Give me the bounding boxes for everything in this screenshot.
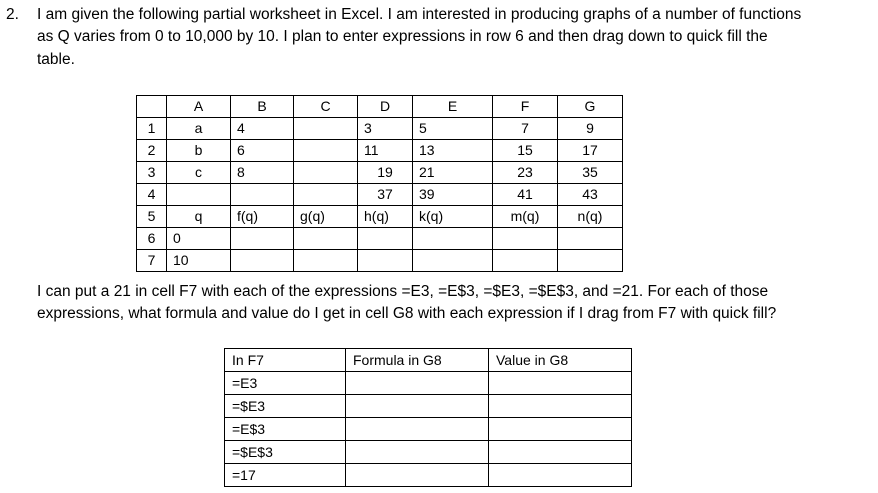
answer-formula-cell[interactable]	[346, 441, 489, 464]
cell-g1: 9	[558, 118, 623, 140]
answer-header-value: Value in G8	[489, 349, 632, 372]
answer-formula-cell[interactable]	[346, 464, 489, 487]
cell-e1: 5	[413, 118, 493, 140]
cell-f7	[493, 250, 558, 272]
followup-line-1: I can put a 21 in cell F7 with each of the expressions =E3, =E$3, =$E3, =$E$3, and =21. For each of those	[37, 283, 769, 300]
worksheet-table	[136, 95, 623, 272]
column-header-f: F	[493, 96, 558, 118]
cell-g3: 35	[558, 162, 623, 184]
cell-a4	[167, 184, 231, 206]
cell-g5: n(q)	[558, 206, 623, 228]
answer-formula-cell[interactable]	[346, 372, 489, 395]
cell-d7	[358, 250, 413, 272]
cell-d3: 19	[358, 162, 413, 184]
cell-g2: 17	[558, 140, 623, 162]
worksheet-row-2	[137, 140, 623, 162]
cell-c5: g(q)	[294, 206, 358, 228]
question-line-1: I am given the following partial worksheet in Excel. I am interested in producing graphs of a number of functions	[37, 6, 802, 23]
row-header: 2	[137, 140, 167, 162]
cell-d6	[358, 228, 413, 250]
answer-formula-cell[interactable]	[346, 418, 489, 441]
row-header: 5	[137, 206, 167, 228]
cell-e4: 39	[413, 184, 493, 206]
column-header-g: G	[558, 96, 623, 118]
cell-a1: a	[167, 118, 231, 140]
cell-d5: h(q)	[358, 206, 413, 228]
cell-a3: c	[167, 162, 231, 184]
cell-f1: 7	[493, 118, 558, 140]
cell-d1: 3	[358, 118, 413, 140]
column-header-e: E	[413, 96, 493, 118]
cell-f6	[493, 228, 558, 250]
cell-b6	[231, 228, 294, 250]
answer-expression: =17	[225, 464, 346, 487]
cell-b7	[231, 250, 294, 272]
worksheet-row-7	[137, 250, 623, 272]
cell-d2: 11	[358, 140, 413, 162]
cell-a5: q	[167, 206, 231, 228]
worksheet-row-5	[137, 206, 623, 228]
cell-b4	[231, 184, 294, 206]
cell-b2: 6	[231, 140, 294, 162]
cell-a6: 0	[167, 228, 231, 250]
answer-expression: =E3	[225, 372, 346, 395]
cell-c3	[294, 162, 358, 184]
answer-header-in-f7: In F7	[225, 349, 346, 372]
cell-c7	[294, 250, 358, 272]
row-header: 3	[137, 162, 167, 184]
cell-g7	[558, 250, 623, 272]
worksheet-row-4	[137, 184, 623, 206]
row-header: 4	[137, 184, 167, 206]
cell-c6	[294, 228, 358, 250]
cell-e3: 21	[413, 162, 493, 184]
column-header-d: D	[358, 96, 413, 118]
question-line-2: as Q varies from 0 to 10,000 by 10. I plan to enter expressions in row 6 and then drag down to quick fill the	[37, 28, 768, 45]
column-header-c: C	[294, 96, 358, 118]
cell-e6	[413, 228, 493, 250]
answer-row	[225, 441, 632, 464]
row-header: 7	[137, 250, 167, 272]
followup-line-2: expressions, what formula and value do I get in cell G8 with each expression if I drag from F7 with quick fill?	[37, 305, 777, 322]
answer-expression: =$E$3	[225, 441, 346, 464]
cell-b5: f(q)	[231, 206, 294, 228]
cell-e7	[413, 250, 493, 272]
answer-expression: =E$3	[225, 418, 346, 441]
cell-g6	[558, 228, 623, 250]
answer-expression: =$E3	[225, 395, 346, 418]
worksheet-row-1	[137, 118, 623, 140]
cell-a7: 10	[167, 250, 231, 272]
cell-c2	[294, 140, 358, 162]
answer-value-cell[interactable]	[489, 395, 632, 418]
row-header: 6	[137, 228, 167, 250]
answer-header-row	[225, 349, 632, 372]
cell-f3: 23	[493, 162, 558, 184]
cell-e2: 13	[413, 140, 493, 162]
answer-row	[225, 395, 632, 418]
worksheet-row-6	[137, 228, 623, 250]
worksheet-row-3	[137, 162, 623, 184]
answer-row	[225, 418, 632, 441]
cell-a2: b	[167, 140, 231, 162]
cell-e5: k(q)	[413, 206, 493, 228]
answer-row	[225, 372, 632, 395]
answer-value-cell[interactable]	[489, 441, 632, 464]
worksheet-header-row	[137, 96, 623, 118]
cell-g4: 43	[558, 184, 623, 206]
row-header: 1	[137, 118, 167, 140]
cell-b3: 8	[231, 162, 294, 184]
question-line-3: table.	[37, 51, 75, 68]
answer-value-cell[interactable]	[489, 464, 632, 487]
answer-table	[224, 348, 632, 487]
cell-f4: 41	[493, 184, 558, 206]
answer-formula-cell[interactable]	[346, 395, 489, 418]
cell-f5: m(q)	[493, 206, 558, 228]
question-number: 2.	[6, 6, 19, 23]
answer-header-formula: Formula in G8	[346, 349, 489, 372]
worksheet-corner-cell	[137, 96, 167, 118]
answer-value-cell[interactable]	[489, 372, 632, 395]
column-header-b: B	[231, 96, 294, 118]
answer-row	[225, 464, 632, 487]
cell-f2: 15	[493, 140, 558, 162]
cell-c4	[294, 184, 358, 206]
cell-c1	[294, 118, 358, 140]
column-header-a: A	[167, 96, 231, 118]
cell-b1: 4	[231, 118, 294, 140]
cell-d4: 37	[358, 184, 413, 206]
answer-value-cell[interactable]	[489, 418, 632, 441]
